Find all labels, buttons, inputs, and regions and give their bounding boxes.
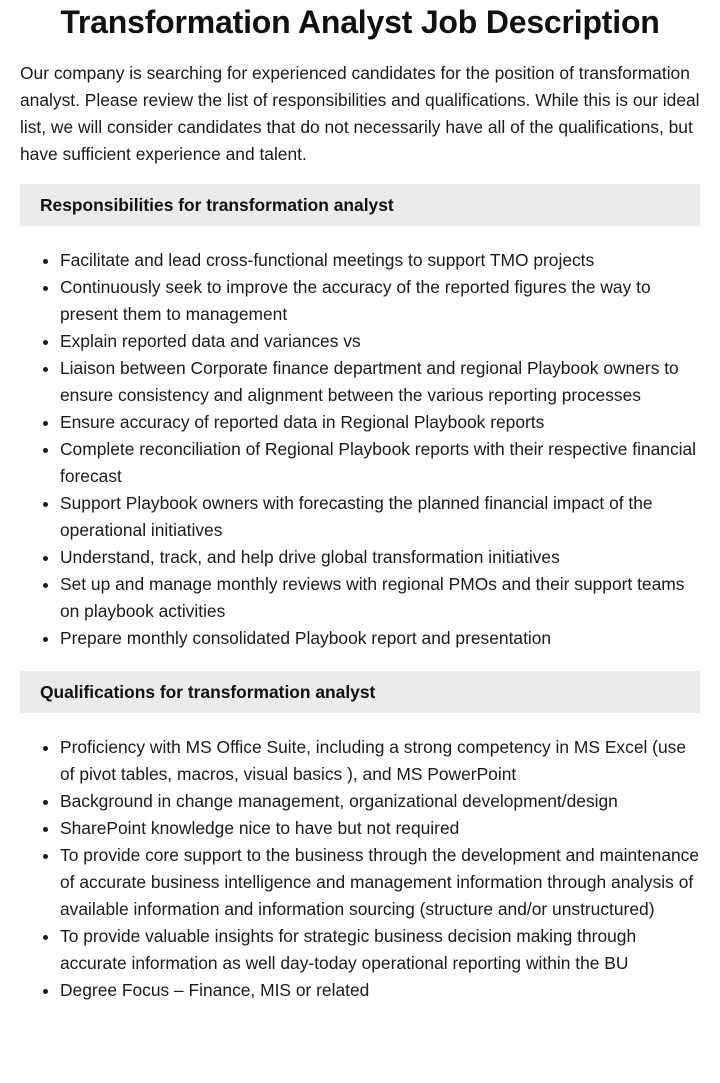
list-item: • Support Playbook owners with forecasting the planned financial impact of the operational initiatives — [60, 490, 700, 544]
list-item: • Understand, track, and help drive global transformation initiatives — [60, 544, 700, 571]
list-item: • Facilitate and lead cross-functional meetings to support TMO projects — [60, 247, 700, 274]
list-item: • Complete reconciliation of Regional Playbook reports with their respective financial forecast — [60, 436, 700, 490]
list-item: • To provide valuable insights for strategic business decision making through accurate information as well day-today operational reporting within the BU — [60, 923, 700, 977]
list-item: • Set up and manage monthly reviews with regional PMOs and their support teams on playbook activities — [60, 571, 700, 625]
list-item: • Continuously seek to improve the accuracy of the reported figures the way to present them to management — [60, 274, 700, 328]
list-item: • Degree Focus – Finance, MIS or related — [60, 977, 700, 1004]
responsibilities-heading: Responsibilities for transformation analyst — [20, 184, 700, 226]
list-item: • SharePoint knowledge nice to have but not required — [60, 815, 700, 842]
list-item: • Ensure accuracy of reported data in Regional Playbook reports — [60, 409, 700, 436]
list-item: • Liaison between Corporate finance department and regional Playbook owners to ensure consistency and alignment between the various reporting processes — [60, 355, 700, 409]
page-title: Transformation Analyst Job Description — [60, 4, 660, 40]
list-item: • Background in change management, organizational development/design — [60, 788, 700, 815]
qualifications-heading: Qualifications for transformation analyst — [20, 671, 700, 713]
list-item: • To provide core support to the business through the development and maintenance of accurate business intelligence and management information through analysis of available information and information sourcing (structure and/or unstructured) — [60, 842, 700, 923]
list-item: • Proficiency with MS Office Suite, including a strong competency in MS Excel (use of pivot tables, macros, visual basics ), and MS PowerPoint — [60, 734, 700, 788]
list-item: • Explain reported data and variances vs — [60, 328, 700, 355]
list-item: • Prepare monthly consolidated Playbook report and presentation — [60, 625, 700, 652]
qualifications-list — [20, 734, 700, 1004]
responsibilities-list — [20, 247, 700, 652]
intro-paragraph: Our company is searching for experienced candidates for the position of transformation analyst. Please review the list of responsibilities and qualifications. While this is our ideal list, we will consider candidates that do not necessarily have all of the qualifications, but have sufficient experience and talent. — [20, 63, 700, 164]
